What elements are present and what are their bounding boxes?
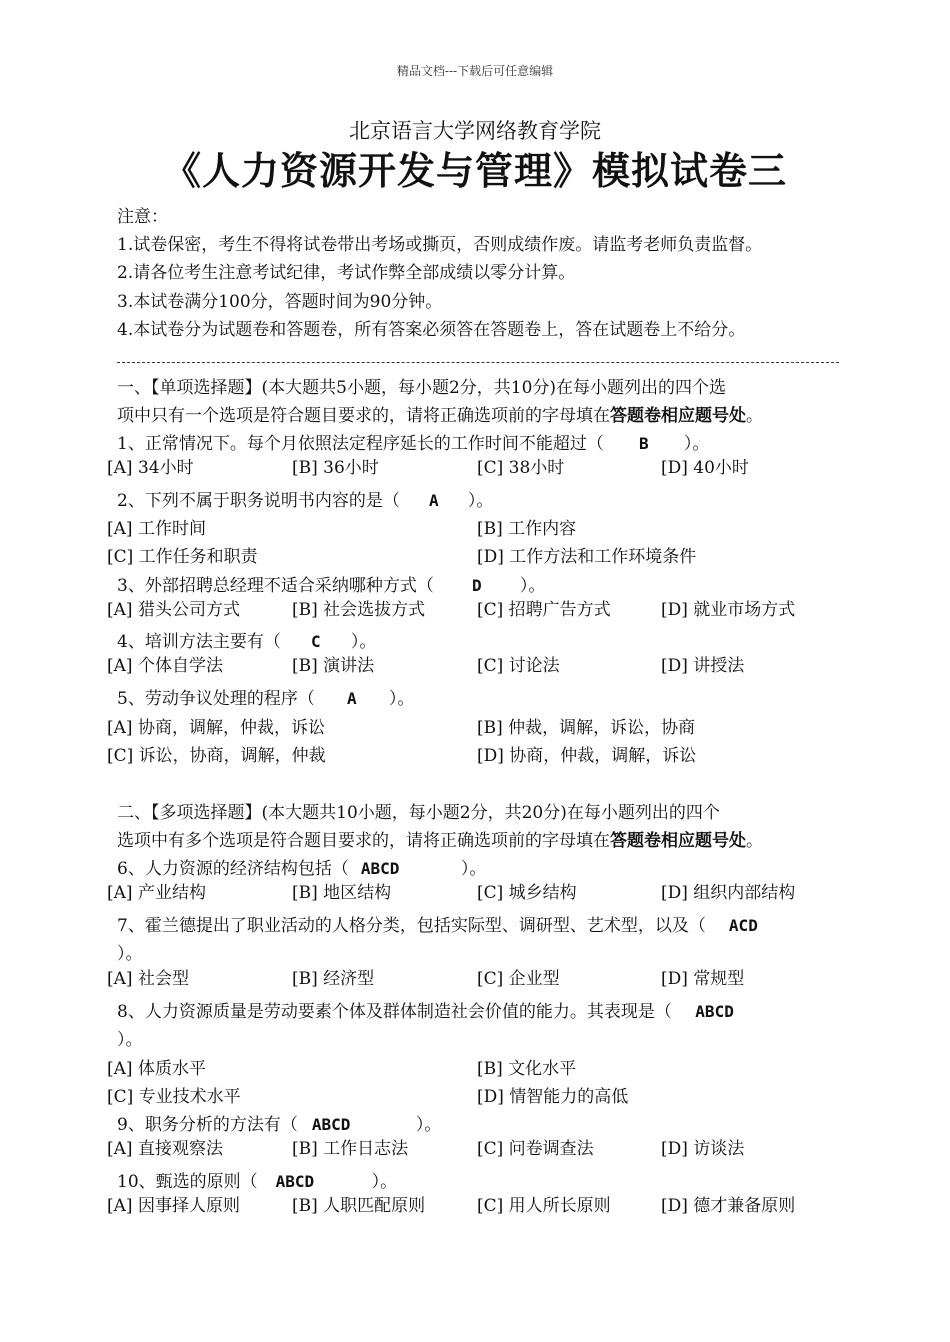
question-stem xyxy=(117,436,709,453)
question-stem xyxy=(117,634,376,651)
question-stem xyxy=(117,1117,441,1134)
answer: ABCD xyxy=(275,1172,315,1191)
section-heading: 二、【多项选择题】(本大题共10小题，每小题2分，共20分)在每小题列出的四个 xyxy=(117,803,720,823)
option: [C] 用人所长原则 xyxy=(477,1196,611,1216)
option: [A] 社会型 xyxy=(107,969,189,989)
question-stem-end: ）。 xyxy=(117,944,143,964)
answer: A xyxy=(429,491,439,510)
answer: ABCD xyxy=(360,859,400,878)
option: [C] 工作任务和职责 xyxy=(107,547,258,567)
stem-text: 7、霍兰德提出了职业活动的人格分类，包括实际型、调研型、艺术型，以及（ xyxy=(117,916,706,936)
question-stem xyxy=(117,861,486,878)
option: [D] 情智能力的高低 xyxy=(477,1087,629,1107)
stem-end: ）。 xyxy=(415,1115,442,1135)
section-emphasis: 答题卷相应题号处 xyxy=(610,831,746,851)
stem-end: ）。 xyxy=(350,632,377,652)
answer: ABCD xyxy=(695,1002,734,1021)
section-heading: 一、【单项选择题】(本大题共5小题，每小题2分，共10分)在每小题列出的四个选 xyxy=(117,378,727,398)
option: [D] 就业市场方式 xyxy=(661,600,796,620)
option: [C] 问卷调查法 xyxy=(477,1139,594,1159)
stem-text: 5、劳动争议处理的程序（ xyxy=(117,689,315,709)
stem-end: ）。 xyxy=(371,1172,398,1192)
section-heading-line2 xyxy=(117,408,763,425)
stem-end: ）。 xyxy=(467,491,494,511)
option: [C] 城乡结构 xyxy=(477,883,577,903)
stem-text: 6、人力资源的经济结构包括（ xyxy=(117,859,349,879)
stem-text: 8、人力资源质量是劳动要素个体及群体制造社会价值的能力。其表现是（ xyxy=(117,1002,672,1022)
answer: ACD xyxy=(728,916,758,935)
section-emphasis: 答题卷相应题号处 xyxy=(610,406,746,426)
option: [B] 36小时 xyxy=(292,458,379,478)
question-stem xyxy=(117,493,493,510)
option: [D] 工作方法和工作环境条件 xyxy=(477,547,697,567)
option: [B] 经济型 xyxy=(292,969,375,989)
option: [B] 社会选拔方式 xyxy=(292,600,426,620)
option: [A] 因事择人原则 xyxy=(107,1196,240,1216)
answer: B xyxy=(639,434,649,453)
dashed-divider xyxy=(117,362,839,363)
option: [B] 人职匹配原则 xyxy=(292,1196,426,1216)
option: [D] 40小时 xyxy=(661,458,749,478)
stem-text: 10、甄选的原则（ xyxy=(117,1172,258,1192)
institution-name: 北京语言大学网络教育学院 xyxy=(349,119,601,143)
option: [C] 招聘广告方式 xyxy=(477,600,611,620)
option: [B] 演讲法 xyxy=(292,656,375,676)
stem-text: 2、下列不属于职务说明书内容的是（ xyxy=(117,491,400,511)
option: [A] 工作时间 xyxy=(107,519,206,539)
option: [A] 产业结构 xyxy=(107,883,206,903)
option: [D] 常规型 xyxy=(661,969,745,989)
option: [A] 个体自学法 xyxy=(107,656,223,676)
option: [D] 组织内部结构 xyxy=(661,883,796,903)
option: [A] 猎头公司方式 xyxy=(107,600,240,620)
section-text: 。 xyxy=(746,406,763,426)
stem-text: 1、正常情况下。每个月依照法定程序延长的工作时间不能超过（ xyxy=(117,434,604,454)
option: [D] 访谈法 xyxy=(661,1139,745,1159)
option: [A] 协商，调解，仲裁，诉讼 xyxy=(107,718,325,738)
stem-text: 9、职务分析的方法有（ xyxy=(117,1115,298,1135)
section-text: 。 xyxy=(746,831,763,851)
section-text: 选项中有多个选项是符合题目要求的，请将正确选项前的字母填在 xyxy=(117,831,610,851)
stem-end: ）。 xyxy=(683,434,710,454)
question-stem xyxy=(117,1174,397,1191)
option: [B] 工作内容 xyxy=(477,519,577,539)
notice-item: 3.本试卷满分100分，答题时间为90分钟。 xyxy=(117,292,443,312)
section-heading-line2 xyxy=(117,833,763,850)
notice-item: 4.本试卷分为试题卷和答题卷，所有答案必须答在答题卷上，答在试题卷上不给分。 xyxy=(117,320,746,340)
option: [C] 专业技术水平 xyxy=(107,1087,241,1107)
section-text: 项中只有一个选项是符合题目要求的，请将正确选项前的字母填在 xyxy=(117,406,610,426)
stem-end: ）。 xyxy=(388,689,415,709)
question-stem-end: ）。 xyxy=(117,1030,143,1050)
question-stem xyxy=(117,1004,734,1021)
option: [B] 工作日志法 xyxy=(292,1139,409,1159)
question-stem xyxy=(117,918,758,935)
option: [C] 企业型 xyxy=(477,969,560,989)
answer: C xyxy=(311,632,321,651)
stem-text: 4、培训方法主要有（ xyxy=(117,632,281,652)
notice-item: 2.请各位考生注意考试纪律，考试作弊全部成绩以零分计算。 xyxy=(117,263,576,283)
stem-end: ）。 xyxy=(519,576,546,596)
page-header: 精品文档---下载后可任意编辑 xyxy=(396,64,554,78)
option: [D] 讲授法 xyxy=(661,656,745,676)
question-stem xyxy=(117,578,545,595)
option: [C] 诉讼，协商，调解，仲裁 xyxy=(107,746,326,766)
answer: ABCD xyxy=(311,1115,351,1134)
option: [B] 仲裁，调解，诉讼，协商 xyxy=(477,718,696,738)
notice-label: 注意： xyxy=(117,207,168,227)
option: [C] 38小时 xyxy=(477,458,565,478)
exam-title: 《人力资源开发与管理》模拟试卷三 xyxy=(162,149,787,193)
answer: D xyxy=(472,576,482,595)
option: [B] 地区结构 xyxy=(292,883,392,903)
question-stem xyxy=(117,691,414,708)
option: [A] 34小时 xyxy=(107,458,194,478)
answer: A xyxy=(347,689,357,708)
notice-item: 1.试卷保密，考生不得将试卷带出考场或撕页，否则成绩作废。请监考老师负责监督。 xyxy=(117,235,763,255)
stem-text: 3、外部招聘总经理不适合采纳哪种方式（ xyxy=(117,576,434,596)
option: [C] 讨论法 xyxy=(477,656,560,676)
stem-end: ）。 xyxy=(460,859,487,879)
option: [D] 协商，仲裁，调解，诉讼 xyxy=(477,746,697,766)
option: [A] 直接观察法 xyxy=(107,1139,223,1159)
option: [D] 德才兼备原则 xyxy=(661,1196,796,1216)
option: [A] 体质水平 xyxy=(107,1059,206,1079)
option: [B] 文化水平 xyxy=(477,1059,577,1079)
